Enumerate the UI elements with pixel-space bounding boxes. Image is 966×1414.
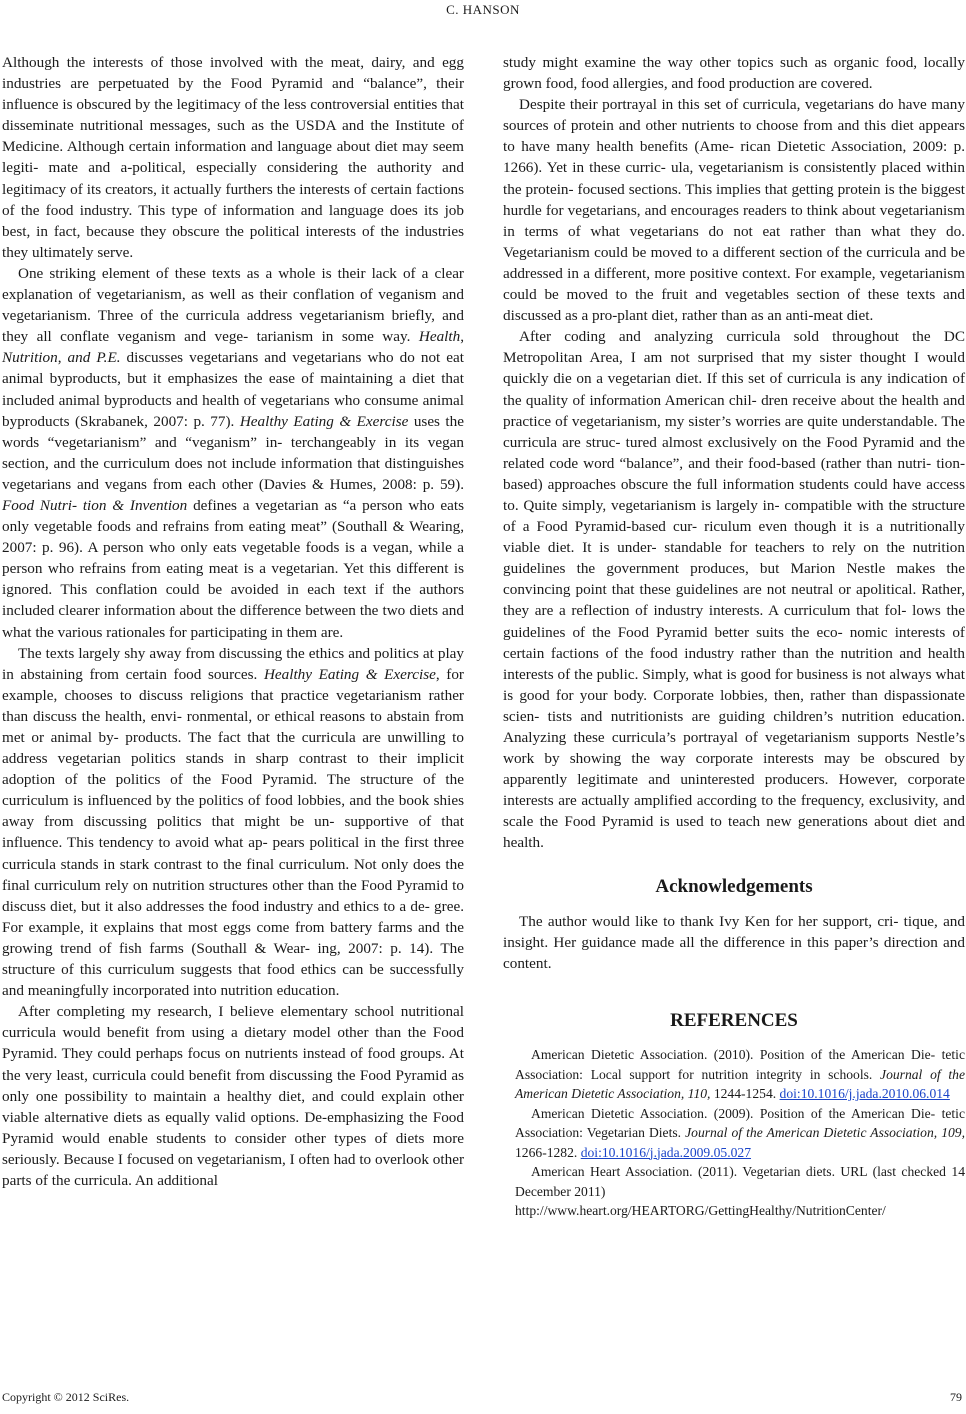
text-run: , [460,328,464,346]
book-title: Healthy Eating & Exercise [239,412,409,430]
running-head: C. HANSON [446,2,520,17]
paragraph: Although the interests of those involved with the meat, dairy, and egg industries are perpetuated by the Food Pyramid and “balance”, their influence is obscured by the legitimacy of the less controversial entities that disseminate nutritional messages, such as the USDA and the Institute of Medicine. Although certain information and language about diet may seem legiti- mate and a-political, especially considering the authority and legitimacy of its creators, it actually furthers the interests of certain factions of the food industry. This type of information and language does its job best, in fact, because they obscure the political interests of the industries they ultimately serve. [2,54,464,261]
acknowledgements-text: The author would like to thank Ivy Ken for her support, cri- tique, and insight. Her guidance made all the difference in this paper’s direction and content. [503,912,965,972]
doi-link[interactable]: doi:10.1016/j.jada.2009.05.027 [580,1144,751,1160]
acknowledgements-heading: Acknowledgements [655,875,813,897]
journal-name: Journal of the American Dietetic Association, 110, [515,1066,965,1102]
reference-text: American Dietetic Association. (2009). Position of the American Die- tetic Association: Vegetarian Diets. [515,1105,965,1141]
doi-link[interactable]: doi:10.1016/j.jada.2010.06.014 [779,1086,950,1102]
paragraph [2,643,464,1002]
text-run: uses the words “vegetarianism” and “veganism” in- terchangeably in its vegan section, and the curriculum does not include information that distinguishes vegetarians and vegans from each other (Davies & Humes, 2008: p. 59). [2,412,464,493]
left-column [2,52,464,1191]
reference-item [503,1162,965,1221]
reference-pages: 1244-1254. [710,1086,780,1102]
text-run: One striking element of these texts as a whole is their lack of a clear explanation of vegetarianism, as well as their conflation of veganism and vegetarianism. Three of the curricula address vegetarianism briefly, and they all conflate veganism and vege- tarianism in some way. [2,264,464,346]
paragraph: Despite their portrayal in this set of curricula, vegetarians do have many sources of protein and other nutrients to choose from and this diet appears to have many health benefits (Ame- rican Dietetic Association, 2009: p. 1266). Yet in these curric- ula, vegetarianism is consistently placed within the protein- focused sections. This implies that getting protein is the biggest hurdle for vegetarians, and encourages readers to think about vegetarianism in terms of what vegetarians do not eat rather than what they do. Vegetarianism could be moved to a different section of the curricula and be addressed in a different, more positive context. For example, vegetarianism could be moved to the fruit and vegetables section of these texts and discussed as a pro-plant diet, rather than as an anti-meat diet. [503,96,965,325]
reference-text: American Heart Association. (2011). Vegetarian diets. URL (last checked 14 December 2011) [515,1164,965,1199]
paragraph: After completing my research, I believe elementary school nutritional curricula would benefit from using a dietary model other than the Food Pyramid. They could perhaps focus on nutrients instead of food groups. At the very least, curricula could benefit from discussing the Food Pyramid as only one possibility to maintain a healthy diet, and could explain other viable alternative diets as equally valid options. De-emphasizing the Food Pyramid would enable students to consider other types of diets more seriously. Because I focused on vegetarianism, I often had to overlook other parts of the curricula. An additional [2,1003,464,1189]
paragraph [2,263,464,643]
book-title: Healthy Eating & Exercise [263,665,436,683]
references-heading: REFERENCES [670,1009,798,1031]
text-run: , [57,349,68,367]
reference-item [503,1104,965,1163]
book-title: Health [418,328,461,346]
reference-text: American Dietetic Association. (2010). Position of the American Die- tetic Association: Local support for nutrition integrity in schools. [515,1047,965,1082]
journal-name: Journal of the American Dietetic Association, 109, [685,1125,965,1141]
text-run: defines a vegetarian as “a person who eats only vegetable foods and refrains from eating meat” (Southall & Wearing, 2007: p. 96). A person who only eats vegetable foods is a vegan, while a person who refrains from eating meat is a vegetarian. Yet this different is ignored. This conflation could be avoided in each text if the authors included clearer information about the difference between the two diets and what the various rationales for participating in them are. [2,496,465,641]
text-run: The texts largely shy away from discussing the ethics and politics at play in abstaining from certain food sources. [2,644,464,683]
paragraph: study might examine the way other topics such as organic food, locally grown food, food allergies, and food production are covered. [503,54,965,93]
reference-url: http://www.heart.org/HEARTORG/GettingHealthy/NutritionCenter/ [515,1203,886,1219]
page-number: 79 [950,1390,962,1404]
reference-pages: 1266-1282. [515,1144,581,1160]
book-title: and P.E. [67,349,121,367]
reference-item [503,1045,965,1104]
paragraph: After coding and analyzing curricula sold throughout the DC Metropolitan Area, I am not surprised that my sister thought I would quickly die on a vegetarian diet. If this set of curricula is any indication of the quality of information American chil- dren receive about the health and practice of vegetarianism, my sister’s worries are quite understandable. The curricula are struc- tured almost exclusively on the Food Pyramid and the related code word “balance”, and their food-based (rather than nutri- tion-based) approaches obscure the full information students could have access to. Quite simply, vegetarianism is largely in- compatible with the structure of a Food Pyramid-based cur- riculum even though it is a nutritionally viable diet. It is under- standable for teachers to rely on the nutrition guidelines the government produces, but Marion Nestle makes the convincing point that these guidelines are not neutral or apolitical. Rather, they are a reflection of industry interests. A curriculum that fol- lows the guidelines of the Food Pyramid better suits the eco- nomic interests of certain factions of the food industry rather than the nutrition and health interests of the public. Simply, what is good for business is not always what is good for your body. Corporate lobbies, then, rather than dispassionate scien- tists and nutritionists are guiding children’s nutrition education. Analyzing these curricula’s portrayal of vegetarianism supports Nestle’s work by showing the way corporate interests may be obscured by apparently legitimate and uninterested producers. However, corporate interests are actually amplified according to the frequency, exclusivity, and scale the Food Pyramid is used to teach new generations about diet and health. [503,328,965,852]
book-title: Food Nutri- tion & Invention [2,496,188,514]
text-run: discusses vegetarians and vegetarians who do not eat animal byproducts, but it emphasizes the ease of maintaining a diet that included animal byproducts and health of vegetarians who consume animal byproducts (Skrabanek, 2007: p. 77). [2,349,464,430]
right-column [503,52,965,1221]
text-run: , for example, chooses to discuss religions that practice vegetarianism rather than discuss the health, envi- ronmental, or ethical reasons to abstain from met or animal by- products. The fact that the curricula are unwilling to address vegetarian politics stands in sharp contrast to their implicit adoption of the politics of the Food Pyramid. The structure of the curriculum is influenced by the politics of food lobbies, and the book shies away from discussing politics that might be un- supportive of that influence. This tendency to avoid what ap- pears political in the first three curricula stands in stark contrast to the final curriculum. Not only does the final curriculum rely on nutrition structures other than the Food Pyramid to discuss diet, but it also addresses the food industry and ethics to a de- gree. For example, it explains that most eggs come from battery farms and the growing trend of fish farms (Southall & Wear- ing, 2007: p. 14). The structure of this curriculum suggests that food ethics can be successfully and meaningfully incorporated into nutrition education. [2,665,464,1000]
book-title: Nutrition [2,349,58,367]
copyright-notice: Copyright © 2012 SciRes. [2,1390,130,1404]
references-list [503,1045,965,1221]
